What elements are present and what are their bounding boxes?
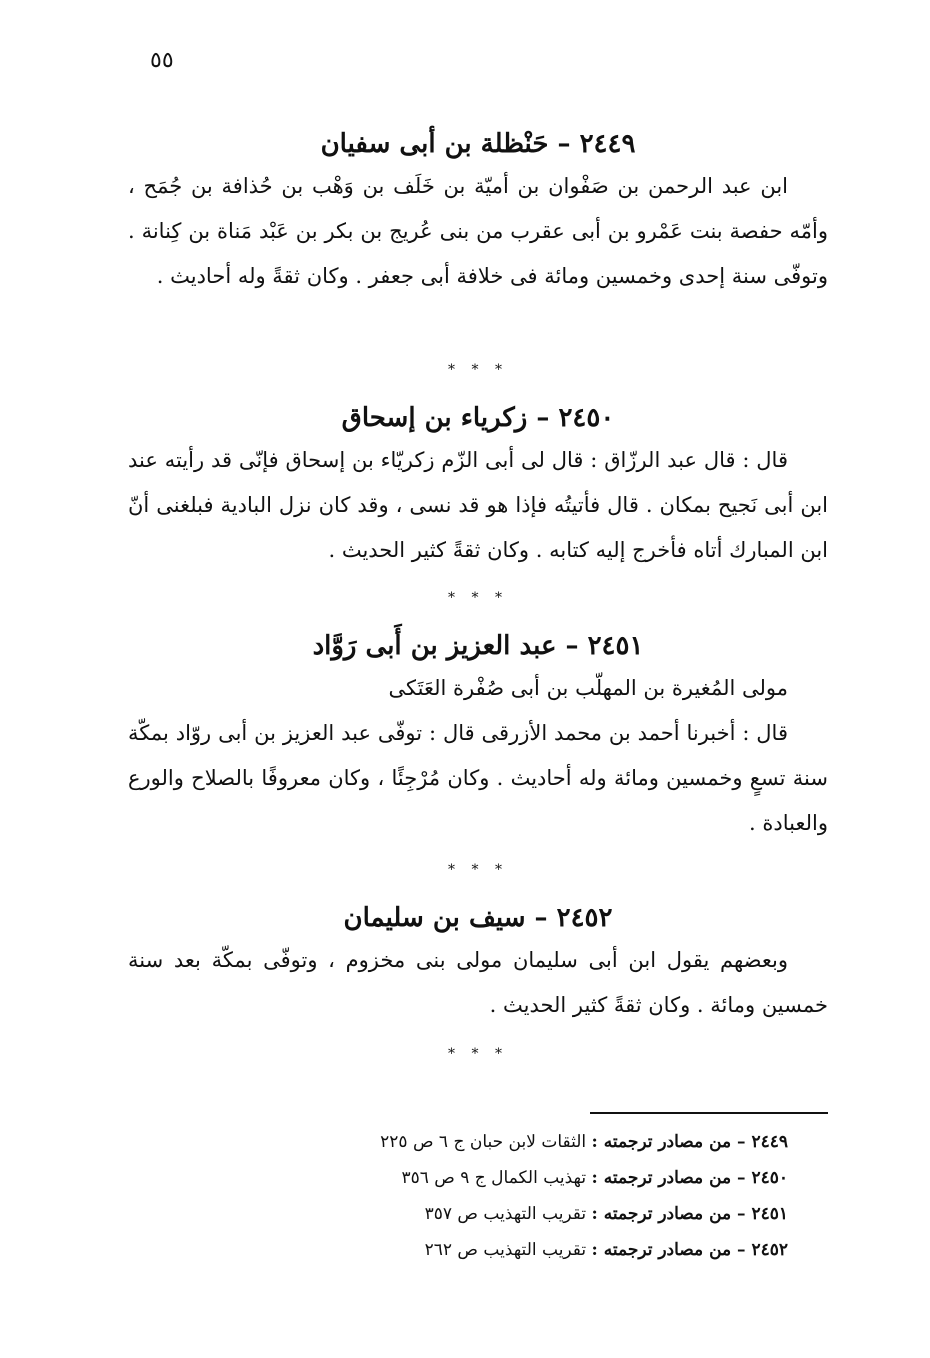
- entry-paragraph: قال : قال عبد الرزّاق : قال لى أبى الزّم زكريّاء بن إسحاق فإنّى قد رأيته عند ابن أبى نَجيح بمكان . قال فأتيتُه فإذا هو قد نسى ، وقد كان نزل البادية فبلغنى أنّ ابن المبارك أتاه فأخرج إليه كتابه . وكان ثقةً كثير الحديث .: [128, 448, 828, 562]
- footnote-line: [128, 1196, 788, 1232]
- separator-stars: * * *: [448, 1046, 508, 1062]
- separator-stars: * * *: [448, 590, 508, 606]
- footnote-line: [128, 1160, 788, 1196]
- footnote-label: ٢٤٤٩ – من مصادر ترجمته :: [591, 1132, 788, 1152]
- entry-2450: [128, 398, 828, 573]
- entry-2449: [128, 124, 828, 299]
- entry-paragraph: ابن عبد الرحمن بن صَفْوان بن أميّة بن خَلَف بن وَهْب بن حُذافة بن جُمَح ، وأمّه حفصة بنت عَمْرو بن أبى عقرب من بنى عُريج بن بكر بن عَبْد مَناة بن كِنانة . وتوفّى سنة إحدى وخمسين ومائة فى خلافة أبى جعفر . وكان ثقةً وله أحاديث .: [128, 174, 828, 288]
- entry-paragraph: قال : أخبرنا أحمد بن محمد الأزرقى قال : توفّى عبد العزيز بن أبى روّاد بمكّة سنة تسعٍ وخمسين ومائة وله أحاديث . وكان مُرْجِئًا ، وكان معروفًا بالصلاح والورع والعبادة .: [128, 721, 828, 835]
- footnote-text: الثقات لابن حبان ج ٦ ص ٢٢٥: [380, 1132, 587, 1152]
- footnote-text: تهذيب الكمال ج ٩ ص ٣٥٦: [401, 1168, 587, 1188]
- entry-2452: [128, 898, 828, 1028]
- entry-title: ٢٤٤٩ – حَنْظلة بن أبى سفيان: [320, 129, 636, 159]
- separator-stars: * * *: [448, 862, 508, 878]
- entry-title: ٢٤٥٢ – سيف بن سليمان: [343, 903, 613, 933]
- separator-stars: * * *: [448, 362, 508, 378]
- page-number: ٥٥: [150, 48, 174, 73]
- entry-paragraph: وبعضهم يقول ابن أبى سليمان مولى بنى مخزوم ، وتوفّى بمكّة بعد سنة خمسين ومائة . وكان ثقةً كثير الحديث .: [128, 948, 828, 1017]
- entry-subtitle-paragraph: مولى المُغيرة بن المهلّب بن أبى صُفْرة العَتَكى: [388, 676, 788, 700]
- footnote-text: تقريب التهذيب ص ٢٦٢: [424, 1240, 587, 1260]
- footnote-label: ٢٤٥٠ – من مصادر ترجمته :: [591, 1168, 788, 1188]
- footnote-label: ٢٤٥٢ – من مصادر ترجمته :: [591, 1240, 788, 1260]
- footnote-text: تقريب التهذيب ص ٣٥٧: [424, 1204, 587, 1224]
- footnote-line: [128, 1124, 788, 1160]
- footnotes: [128, 1124, 788, 1268]
- footnote-divider: [590, 1112, 828, 1114]
- entry-2451: [128, 626, 828, 846]
- footnote-label: ٢٤٥١ – من مصادر ترجمته :: [591, 1204, 788, 1224]
- entry-title: ٢٤٥٠ – زكرياء بن إسحاق: [341, 403, 615, 433]
- footnote-line: [128, 1232, 788, 1268]
- entry-title: ٢٤٥١ – عبد العزيز بن أَبى رَوَّاد: [312, 631, 644, 661]
